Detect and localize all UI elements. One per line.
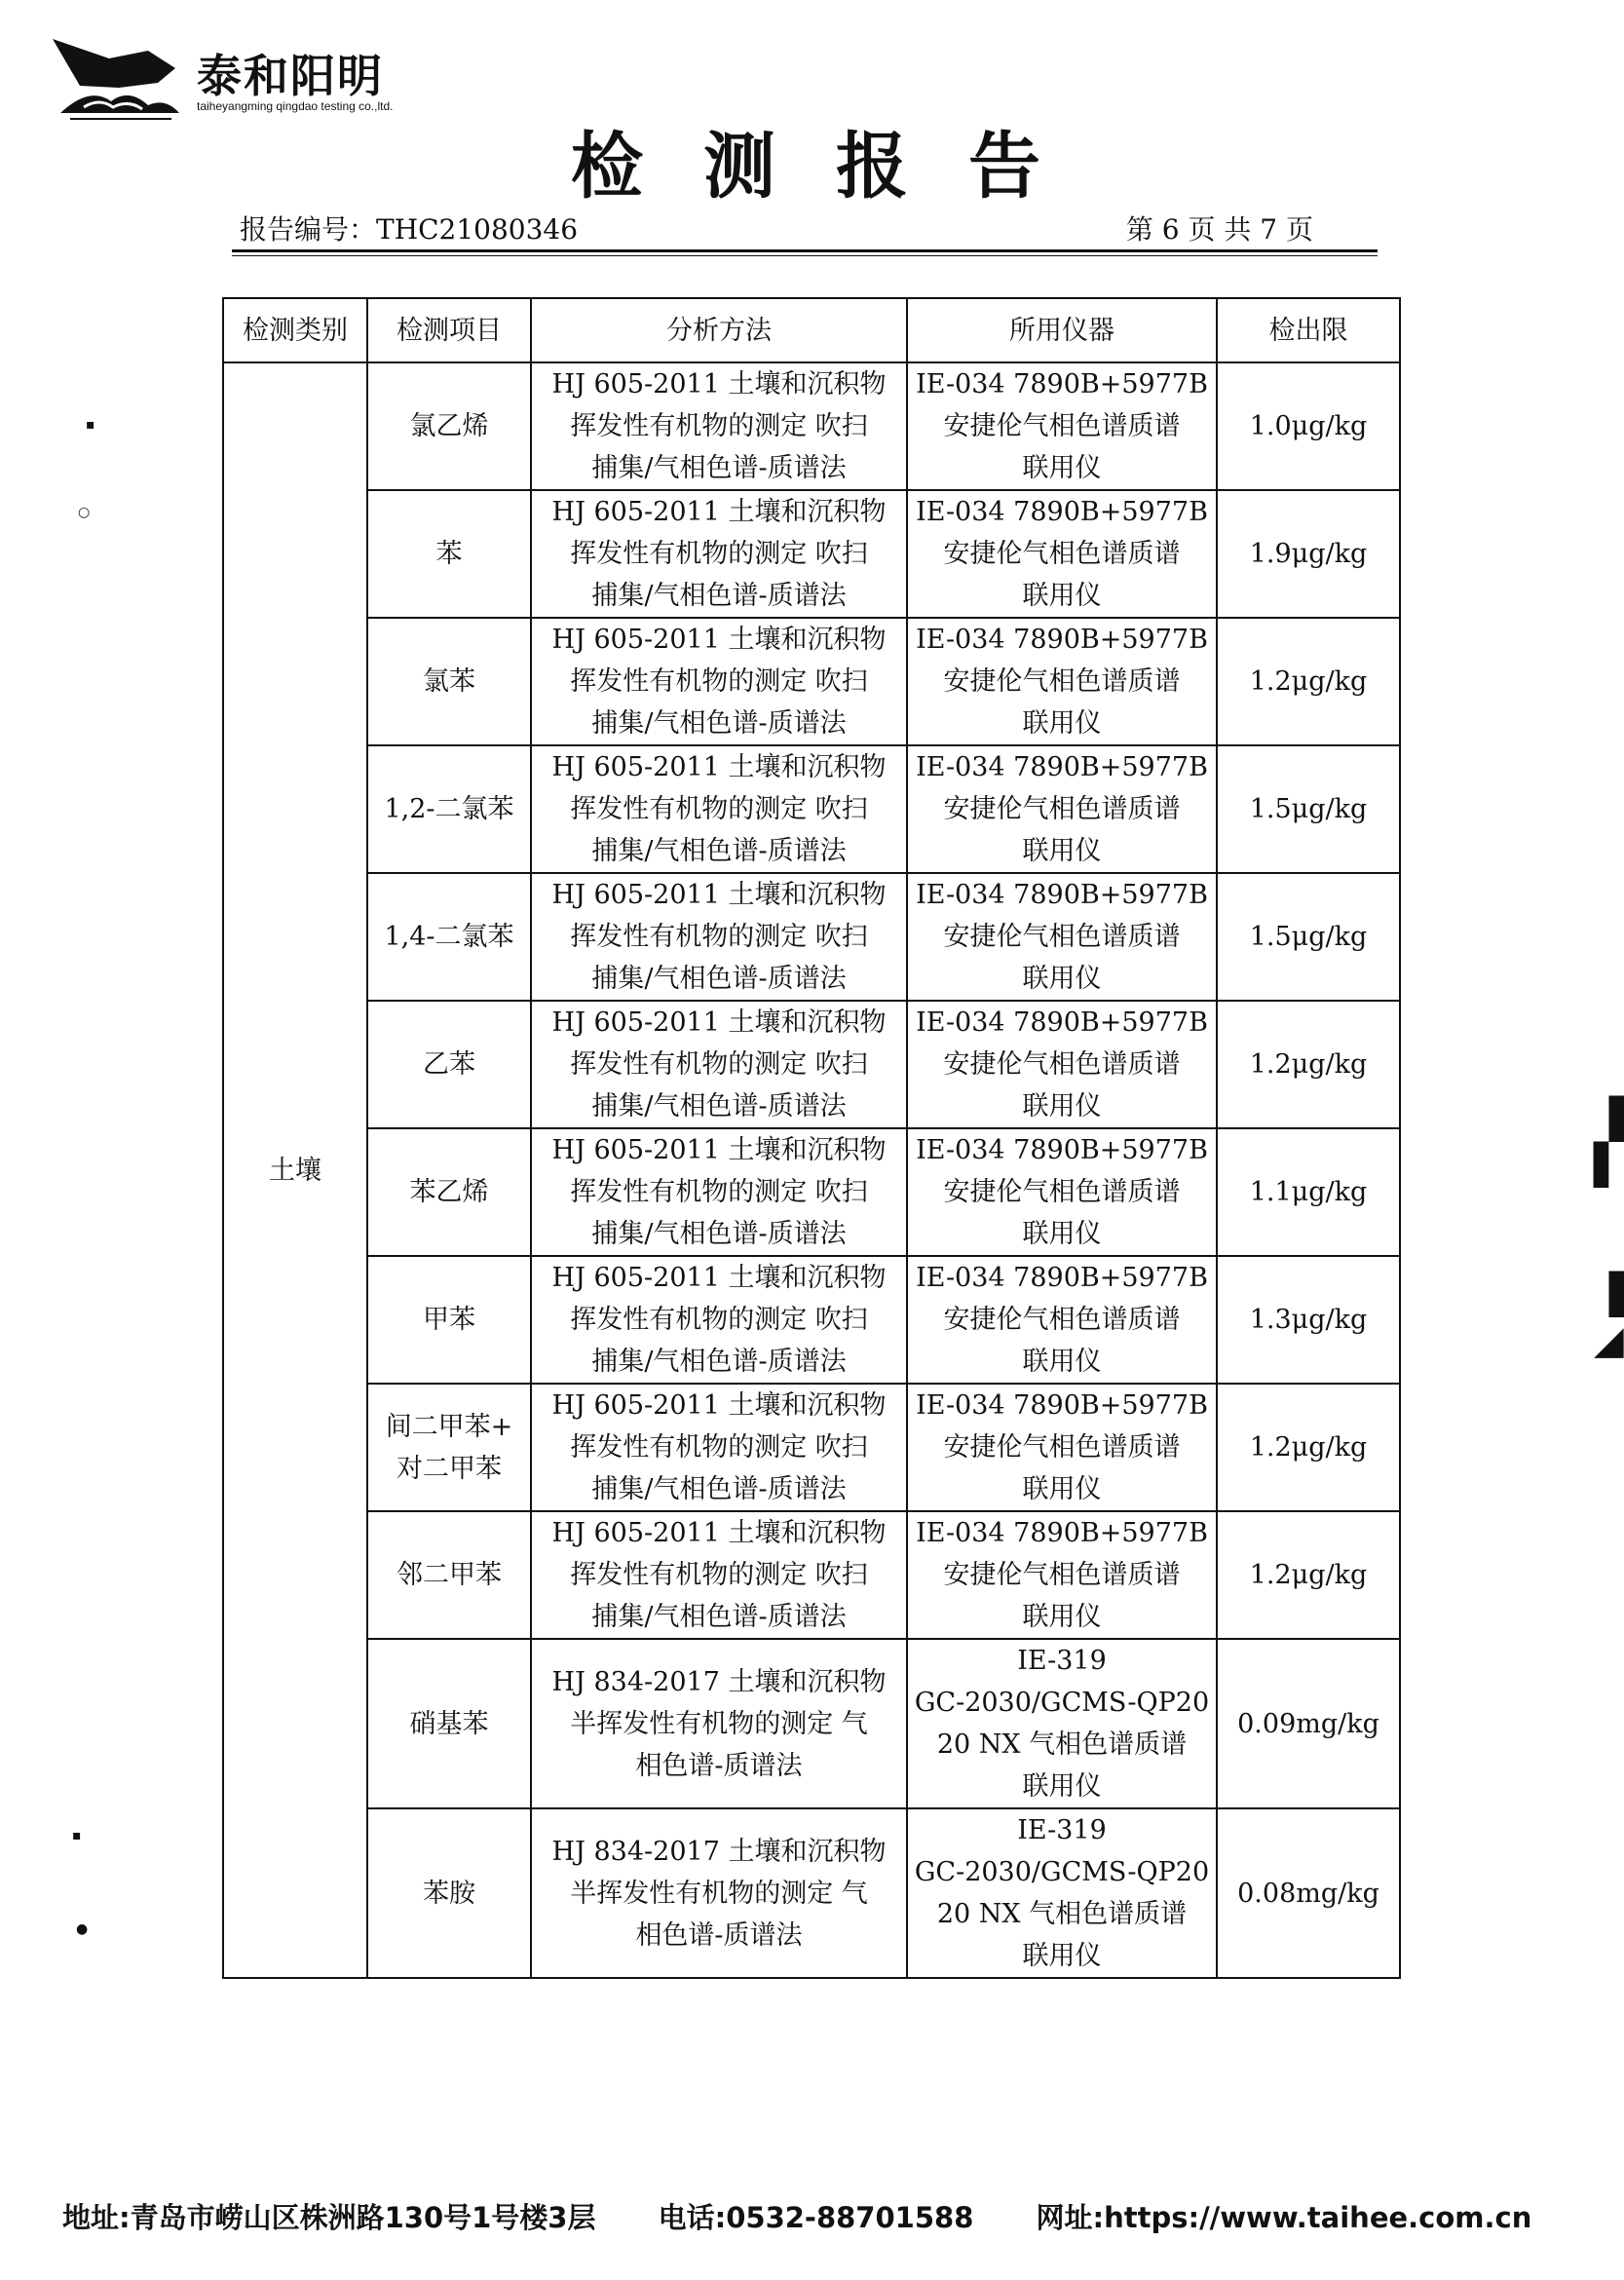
table-row bbox=[223, 1128, 1400, 1256]
analysis-method-cell: HJ 834-2017 土壤和沉积物 半挥发性有机物的测定 气 相色谱-质谱法 bbox=[531, 1808, 907, 1978]
detection-limit-cell: 1.5μg/kg bbox=[1217, 745, 1400, 873]
logo-subtitle: taiheyangming qingdao testing co.,ltd. bbox=[197, 99, 394, 113]
analysis-method-cell: HJ 605-2011 土壤和沉积物 挥发性有机物的测定 吹扫 捕集/气相色谱-质谱法 bbox=[531, 362, 907, 490]
detection-limit-cell: 1.3μg/kg bbox=[1217, 1256, 1400, 1384]
page-info: 第 6 页 共 7 页 bbox=[1125, 213, 1313, 246]
page-footer bbox=[62, 2196, 1531, 2236]
test-item-cell: 苯乙烯 bbox=[367, 1128, 531, 1256]
detection-limit-cell: 0.08mg/kg bbox=[1217, 1808, 1400, 1978]
edge-stamp-mark: ▐ ◢ bbox=[1594, 1272, 1624, 1363]
scan-mark: ▪ bbox=[72, 1828, 82, 1843]
column-header: 检测项目 bbox=[367, 298, 531, 362]
test-item-cell: 苯 bbox=[367, 490, 531, 618]
table-row bbox=[223, 362, 1400, 490]
test-item-cell: 1,4-二氯苯 bbox=[367, 873, 531, 1001]
analysis-method-cell: HJ 605-2011 土壤和沉积物 挥发性有机物的测定 吹扫 捕集/气相色谱-质谱法 bbox=[531, 1256, 907, 1384]
test-item-cell: 乙苯 bbox=[367, 1001, 531, 1128]
instrument-cell: IE-034 7890B+5977B 安捷伦气相色谱质谱 联用仪 bbox=[907, 1256, 1217, 1384]
logo-text: 泰和阳明 bbox=[197, 50, 384, 102]
column-header: 分析方法 bbox=[531, 298, 907, 362]
table-header-row bbox=[223, 298, 1400, 362]
instrument-cell: IE-034 7890B+5977B 安捷伦气相色谱质谱 联用仪 bbox=[907, 1384, 1217, 1511]
detection-limit-cell: 1.2μg/kg bbox=[1217, 1001, 1400, 1128]
report-number-label: 报告编号： bbox=[240, 213, 377, 246]
test-item-cell: 甲苯 bbox=[367, 1256, 531, 1384]
analysis-method-cell: HJ 605-2011 土壤和沉积物 挥发性有机物的测定 吹扫 捕集/气相色谱-质谱法 bbox=[531, 1128, 907, 1256]
test-item-cell: 间二甲苯+ 对二甲苯 bbox=[367, 1384, 531, 1511]
page-title: 检测报告 bbox=[571, 125, 1101, 209]
table-row bbox=[223, 1384, 1400, 1511]
table-row bbox=[223, 1808, 1400, 1978]
analysis-method-cell: HJ 605-2011 土壤和沉积物 挥发性有机物的测定 吹扫 捕集/气相色谱-质谱法 bbox=[531, 1384, 907, 1511]
analysis-method-cell: HJ 605-2011 土壤和沉积物 挥发性有机物的测定 吹扫 捕集/气相色谱-质谱法 bbox=[531, 745, 907, 873]
detection-limit-cell: 1.1μg/kg bbox=[1217, 1128, 1400, 1256]
scan-mark: ● bbox=[76, 1921, 89, 1937]
analysis-method-cell: HJ 605-2011 土壤和沉积物 挥发性有机物的测定 吹扫 捕集/气相色谱-质谱法 bbox=[531, 618, 907, 745]
edge-stamp-mark: ▐ ▌ bbox=[1594, 1096, 1624, 1188]
detection-limit-cell: 1.0μg/kg bbox=[1217, 362, 1400, 490]
instrument-cell: IE-034 7890B+5977B 安捷伦气相色谱质谱 联用仪 bbox=[907, 490, 1217, 618]
footer-website: 网址:https://www.taihee.com.cn bbox=[1036, 2201, 1532, 2234]
instrument-cell: IE-034 7890B+5977B 安捷伦气相色谱质谱 联用仪 bbox=[907, 745, 1217, 873]
column-header: 检测类别 bbox=[223, 298, 367, 362]
analysis-method-cell: HJ 605-2011 土壤和沉积物 挥发性有机物的测定 吹扫 捕集/气相色谱-质谱法 bbox=[531, 873, 907, 1001]
test-item-cell: 氯苯 bbox=[367, 618, 531, 745]
header-rule-thick bbox=[232, 249, 1378, 252]
table-row bbox=[223, 745, 1400, 873]
detection-limit-cell: 1.9μg/kg bbox=[1217, 490, 1400, 618]
table-row bbox=[223, 1639, 1400, 1808]
report-number-value: THC21080346 bbox=[376, 213, 579, 246]
header-rule-thin bbox=[232, 255, 1378, 256]
scan-mark: ▪ bbox=[86, 417, 95, 433]
footer-phone: 电话:0532-88701588 bbox=[658, 2201, 974, 2234]
test-report-table bbox=[222, 297, 1401, 1979]
analysis-method-cell: HJ 605-2011 土壤和沉积物 挥发性有机物的测定 吹扫 捕集/气相色谱-质谱法 bbox=[531, 490, 907, 618]
instrument-cell: IE-319 GC-2030/GCMS-QP20 20 NX 气相色谱质谱 联用仪 bbox=[907, 1808, 1217, 1978]
instrument-cell: IE-034 7890B+5977B 安捷伦气相色谱质谱 联用仪 bbox=[907, 362, 1217, 490]
table-row bbox=[223, 490, 1400, 618]
column-header: 所用仪器 bbox=[907, 298, 1217, 362]
analysis-method-cell: HJ 834-2017 土壤和沉积物 半挥发性有机物的测定 气 相色谱-质谱法 bbox=[531, 1639, 907, 1808]
instrument-cell: IE-319 GC-2030/GCMS-QP20 20 NX 气相色谱质谱 联用仪 bbox=[907, 1639, 1217, 1808]
test-category-cell: 土壤 bbox=[223, 362, 367, 1978]
analysis-method-cell: HJ 605-2011 土壤和沉积物 挥发性有机物的测定 吹扫 捕集/气相色谱-质谱法 bbox=[531, 1511, 907, 1639]
detection-limit-cell: 1.2μg/kg bbox=[1217, 1384, 1400, 1511]
detection-limit-cell: 1.5μg/kg bbox=[1217, 873, 1400, 1001]
table-row bbox=[223, 618, 1400, 745]
detection-limit-cell: 1.2μg/kg bbox=[1217, 618, 1400, 745]
report-number bbox=[240, 209, 578, 247]
test-item-cell: 氯乙烯 bbox=[367, 362, 531, 490]
instrument-cell: IE-034 7890B+5977B 安捷伦气相色谱质谱 联用仪 bbox=[907, 1128, 1217, 1256]
test-item-cell: 苯胺 bbox=[367, 1808, 531, 1978]
instrument-cell: IE-034 7890B+5977B 安捷伦气相色谱质谱 联用仪 bbox=[907, 873, 1217, 1001]
detection-limit-cell: 0.09mg/kg bbox=[1217, 1639, 1400, 1808]
analysis-method-cell: HJ 605-2011 土壤和沉积物 挥发性有机物的测定 吹扫 捕集/气相色谱-质谱法 bbox=[531, 1001, 907, 1128]
test-item-cell: 1,2-二氯苯 bbox=[367, 745, 531, 873]
instrument-cell: IE-034 7890B+5977B 安捷伦气相色谱质谱 联用仪 bbox=[907, 1001, 1217, 1128]
test-item-cell: 硝基苯 bbox=[367, 1639, 531, 1808]
instrument-cell: IE-034 7890B+5977B 安捷伦气相色谱质谱 联用仪 bbox=[907, 1511, 1217, 1639]
table-row bbox=[223, 1001, 1400, 1128]
test-item-cell: 邻二甲苯 bbox=[367, 1511, 531, 1639]
table-row bbox=[223, 1256, 1400, 1384]
table-row bbox=[223, 1511, 1400, 1639]
instrument-cell: IE-034 7890B+5977B 安捷伦气相色谱质谱 联用仪 bbox=[907, 618, 1217, 745]
footer-address: 地址:青岛市崂山区株洲路130号1号楼3层 bbox=[62, 2201, 596, 2234]
scan-mark: ○ bbox=[78, 505, 91, 520]
column-header: 检出限 bbox=[1217, 298, 1400, 362]
detection-limit-cell: 1.2μg/kg bbox=[1217, 1511, 1400, 1639]
table-row bbox=[223, 873, 1400, 1001]
